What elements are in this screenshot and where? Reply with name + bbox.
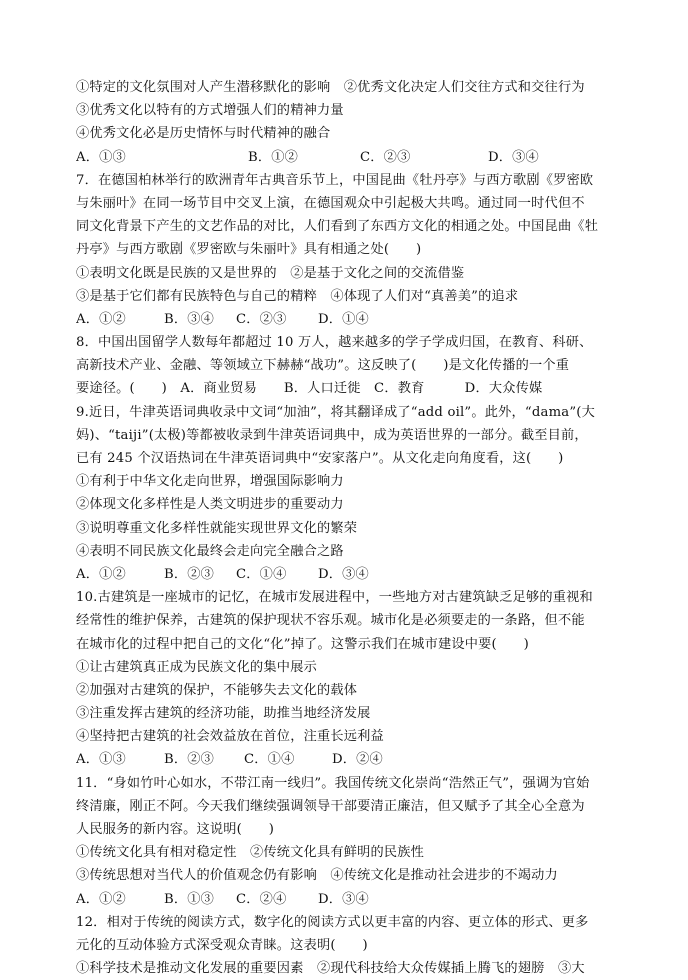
question-stem-line: 同文化背景下产生的文艺作品的对比，人们看到了东西方文化的相通之处。中国昆曲《牡	[76, 219, 599, 235]
statement: ④坚持把古建筑的社会效益放在首位，注重长远利益	[76, 729, 384, 745]
option-d: D．②④	[332, 752, 383, 768]
option-c: C．①④	[244, 752, 295, 768]
option-d: D．③④	[318, 566, 369, 582]
question-6-tail	[76, 76, 616, 169]
option-a: A．①②	[76, 311, 126, 327]
option-b: B．②③	[164, 752, 215, 768]
option-c: C．①④	[236, 566, 287, 582]
statement: ①有利于中华文化走向世界，增强国际影响力	[76, 474, 344, 490]
question-stem-line: 7．在德国柏林举行的欧洲青年古典音乐节上，中国昆曲《牡丹亭》与西方歌剧《罗密欧	[76, 172, 594, 188]
option-b: B．①③	[164, 891, 215, 907]
question-11	[76, 772, 616, 911]
statement: ③注重发挥古建筑的经济功能，助推当地经济发展	[76, 706, 371, 722]
option-a: A．①③	[76, 752, 126, 768]
option-b: B．②③	[164, 566, 215, 582]
statement: ③优秀文化以特有的方式增强人们的精神力量	[76, 103, 344, 119]
question-stem-line: 9.近日，牛津英语词典收录中文词“加油”，将其翻译成了“add oil”。此外，“dama”(大	[76, 404, 596, 420]
answer-options	[76, 146, 616, 169]
option-d: D．③④	[488, 149, 539, 165]
option-b: B．③④	[164, 311, 215, 327]
option-d: D．①④	[318, 311, 369, 327]
question-stem-line: 要途径。( ) A．商业贸易 B．人口迁徙 C．教育 D．大众传媒	[76, 381, 543, 397]
question-stem-line: 丹亭》与西方歌剧《罗密欧与朱丽叶》具有相通之处( )	[76, 242, 422, 258]
statement: ①传统文化具有相对稳定性 ②传统文化具有鲜明的民族性	[76, 845, 425, 861]
statement: ③是基于它们都有民族特色与自己的精粹 ④体现了人们对“真善美”的追求	[76, 288, 519, 304]
option-a: A．①②	[76, 566, 126, 582]
question-stem-line: 与朱丽叶》在同一场节目中交叉上演，在德国观众中引起极大共鸣。通过同一时代但不	[76, 195, 585, 211]
question-stem-line: 已有 245 个汉语热词在牛津英语词典中“安家落户”。从文化走向角度看，这( )	[76, 451, 564, 466]
option-c: C．②④	[236, 891, 287, 907]
statement: ②体现文化多样性是人类文明进步的重要动力	[76, 497, 344, 513]
exam-page	[76, 76, 616, 980]
statement: ①特定的文化氛围对人产生潜移默化的影响 ②优秀文化决定人们交往方式和交往行为	[76, 80, 585, 95]
statement: ①科学技术是推动文化发展的重要因素 ②现代科技给大众传媒插上腾飞的翅膀 ③大	[76, 961, 585, 977]
option-a: A．①③	[76, 149, 126, 165]
question-stem-line: 妈)、“taiji”(太极)等都被收录到牛津英语词典中，成为英语世界的一部分。截至目前，	[76, 427, 588, 443]
question-stem-line: 10.古建筑是一座城市的记忆，在城市发展进程中，一些地方对古建筑缺乏足够的重视和	[76, 590, 593, 606]
question-12	[76, 911, 616, 980]
answer-options	[76, 563, 616, 586]
statement: ①表明文化既是民族的又是世界的 ②是基于文化之间的交流借鉴	[76, 265, 465, 281]
option-c: C．②③	[236, 311, 287, 327]
question-stem-line: 人民服务的新内容。这说明( )	[76, 822, 275, 837]
question-8	[76, 331, 616, 401]
question-9	[76, 401, 616, 587]
question-stem-line: 在城市化的过程中把自己的文化“化”掉了。这警示我们在城市建设中要( )	[76, 636, 529, 652]
question-stem-line: 终清廉，刚正不阿。今天我们继续强调领导干部要清正廉洁，但又赋予了其全心全意为	[76, 798, 585, 814]
statement: ③说明尊重文化多样性就能实现世界文化的繁荣	[76, 520, 358, 536]
answer-options	[76, 888, 616, 911]
answer-options	[76, 308, 616, 331]
question-stem-line: 元化的互动体验方式深受观众青睐。这表明( )	[76, 937, 368, 953]
option-b: B．①②	[248, 149, 299, 165]
option-a: A．①②	[76, 891, 126, 907]
statement: ①让古建筑真正成为民族文化的集中展示	[76, 659, 317, 675]
question-stem-line: 高新技术产业、金融、等领域立下赫赫“战功”。这反映了( )是文化传播的一个重	[76, 358, 570, 374]
option-d: D．③④	[318, 891, 369, 907]
question-7	[76, 169, 616, 331]
answer-options	[76, 748, 616, 771]
question-stem-line: 12．相对于传统的阅读方式，数字化的阅读方式以更丰富的内容、更立体的形式、更多	[76, 914, 589, 930]
question-stem-line: 8．中国出国留学人数每年都超过 10 万人，越来越多的学子学成归国，在教育、科研、	[76, 335, 593, 351]
question-10	[76, 586, 616, 772]
question-stem-line: 11．“身如竹叶心如水，不带江南一线归”。我国传统文化崇尚“浩然正气”，强调为官始	[76, 775, 590, 791]
statement: ④表明不同民族文化最终会走向完全融合之路	[76, 543, 344, 559]
question-stem-line: 经常性的维护保养，古建筑的保护现状不容乐观。城市化是必须要走的一条路，但不能	[76, 613, 585, 629]
statement: ②加强对古建筑的保护，不能够失去文化的载体	[76, 682, 358, 698]
option-c: C．②③	[360, 149, 411, 165]
statement: ③传统思想对当代人的价值观念仍有影响 ④传统文化是推动社会进步的不竭动力	[76, 868, 558, 884]
statement: ④优秀文化必是历史情怀与时代精神的融合	[76, 126, 331, 142]
